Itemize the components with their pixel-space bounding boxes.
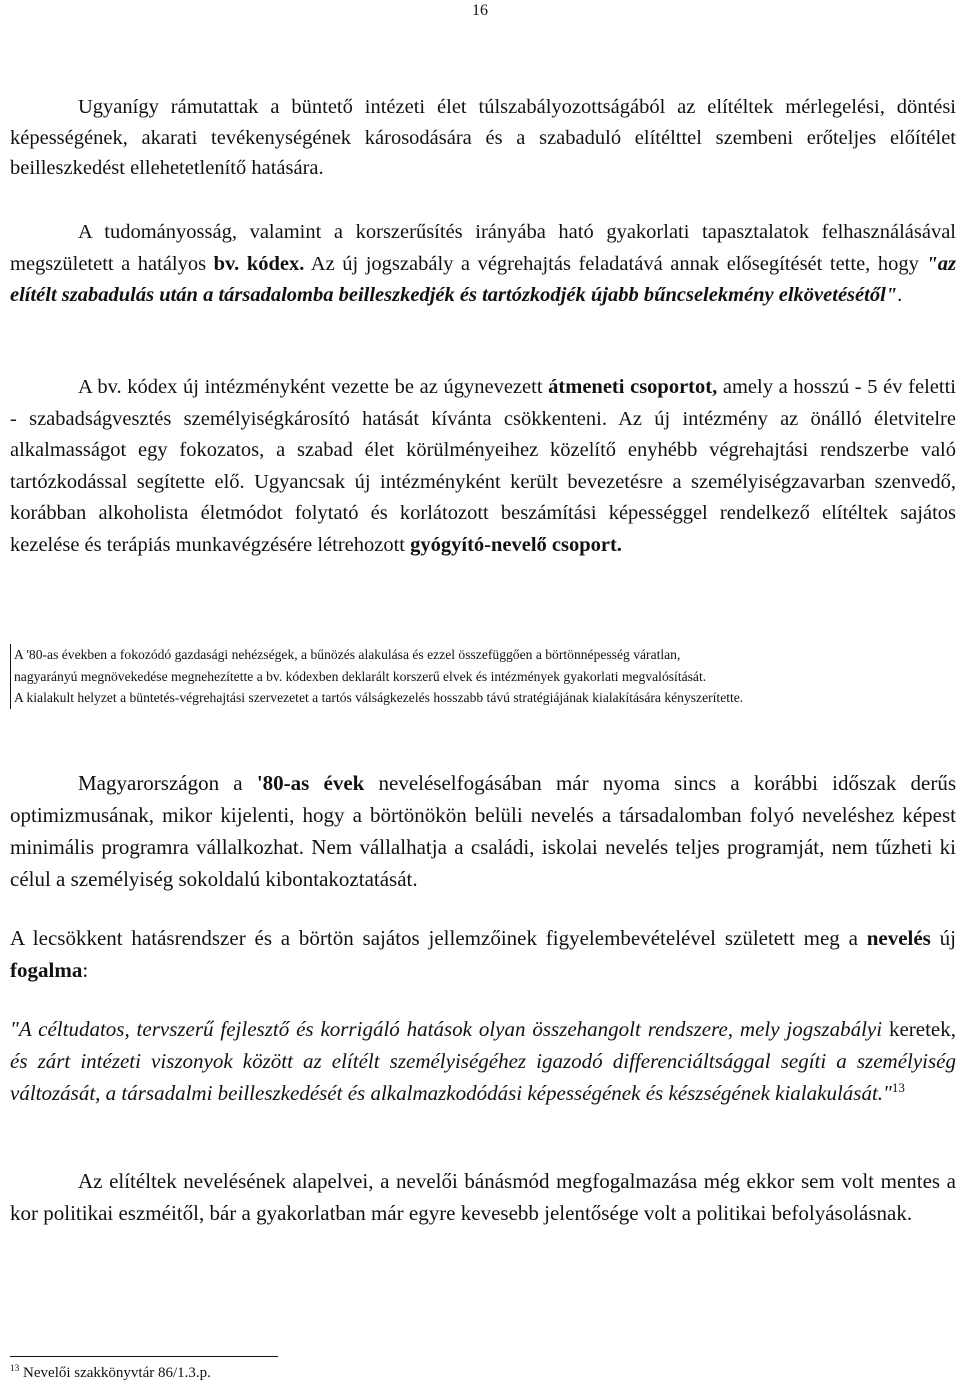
footnote-number: 13 [10,1364,20,1374]
paragraph-1: Ugyanígy rámutattak a büntető intézeti élet túlszabályozottságából az elítéltek mérlegelési, döntési képességének, akarati tevékenységének károsodására és a szabaduló elítélttel szembeni erőteljes előítélet beilleszkedést ellehetetlenítő hatására. [10,96,956,179]
p3-bold-transition-group: átmeneti csoportot, [548,376,718,398]
p6-plain: keretek, [882,1017,956,1041]
footnote-separator [10,1356,278,1357]
paragraph-7: Az elítéltek nevelésének alapelvei, a nevelői bánásmód megfogalmazása még ekkor sem volt mentes a kor politikai eszméitől, bár a gyakorlatban már egyre kevesebb jelentősége volt a politikai befolyásolásnak. [10,1169,956,1225]
p5-text-e: : [82,958,89,982]
p3-text-c: amely a hosszú - 5 év feletti - szabadságvesztés személyiségkárosító hatását kívánta csökkenteni. Az új intézmény az önálló életvitelre alkalmasságot egy fokozatos, a szabad élet körülményeihez közelítő enyhébb végrehajtási rendszerbe való tartózkodással segítette elő. Ugyancsak új intézményként került bevezetésre a személyiségzavarban szenvedő, korábban alkoholista életmódot folytató és korlátozott beszámítási képességgel rendelkező elítéltek sajátos kezelése és terápiás munkavégzésére létrehozott [10,376,956,556]
paragraph-4 [10,767,956,895]
footnote-ref[interactable]: 13 [891,1080,905,1095]
p4-text-a: Magyarországon a [78,771,257,795]
p5-bold-neveles: nevelés [866,926,931,950]
p2-text-mid: Az új jogszabály a végrehajtás feladatává annak elősegítését tette, hogy [304,252,927,275]
paragraph-5 [10,922,956,986]
p5-text-a: A lecsökkent hatásrendszer és a börtön sajátos jellemzőinek figyelembevételével született meg a [10,926,867,950]
p3-bold-therapy-group: gyógyító-nevelő csoport. [410,533,622,556]
boxed-line-3: A kialakult helyzet a büntetés-végrehajtási szervezetet a tartós válságkezelés hosszabb távú stratégiájának kialakítására kényszerítette. [14,690,744,705]
p3-text-a: A bv. kódex új intézményként vezette be az úgynevezett [78,376,549,398]
p6-italic-1: "A céltudatos, tervszerű fejlesztő és korrigáló hatások olyan összehangolt rendszere, mely jogszabályi [10,1017,883,1041]
p6-italic-2: és zárt intézeti viszonyok között az elítélt személyiségéhez igazodó differenciáltsággal segíti a személyiség változását, a társadalmi beilleszkedését és alkalmazkodódási képességének és készségének kialakulását." [10,1049,956,1105]
footnote [10,1364,211,1382]
boxed-line-2: nagyarányú megnövekedése megnehezítette a bv. kódexben deklarált korszerű elvek és intézmények gyakorlati megvalósítását. [14,668,707,684]
p5-bold-fogalma: fogalma [10,958,83,982]
p2-quote: "az elítélt szabadulás után a társadalomba beilleszkedjék és tartózkodjék újabb bűncselekmény elkövetésétől" [10,252,956,306]
p4-bold-eighties: '80-as évek [256,771,365,795]
paragraph-3 [10,372,956,561]
p4-text-c: neveléselfogásában már nyoma sincs a korábbi időszak derűs optimizmusának, mikor kijelenti, hogy a börtönökön belüli nevelés a társadalomban folyó neveléshez képest minimális programra vállalkozhat. Nem vállalhatja a családi, iskolai nevelés teljes programját, nem tűzheti ki célul a személyiség sokoldalú kibontakoztatását. [10,771,956,891]
footnote-text: Nevelői szakkönyvtár 86/1.3.p. [19,1365,211,1381]
p2-end: . [897,284,903,306]
paragraph-2 [10,217,956,312]
p2-text: A tudományosság, valamint a korszerűsítés irányába ható gyakorlati tapasztalatok felhasználásával megszületett a hatályos [10,221,956,275]
p2-bold-code: bv. kódex. [213,252,305,275]
paragraph-6-definition [10,1013,956,1109]
boxed-note [10,644,960,709]
p5-text-c: új [930,926,956,950]
boxed-line-1: A '80-as években a fokozódó gazdasági nehézségek, a bűnözés alakulása és ezzel összefüggően a börtönnépesség váratlan, [14,647,681,662]
page-number: 16 [472,2,488,19]
